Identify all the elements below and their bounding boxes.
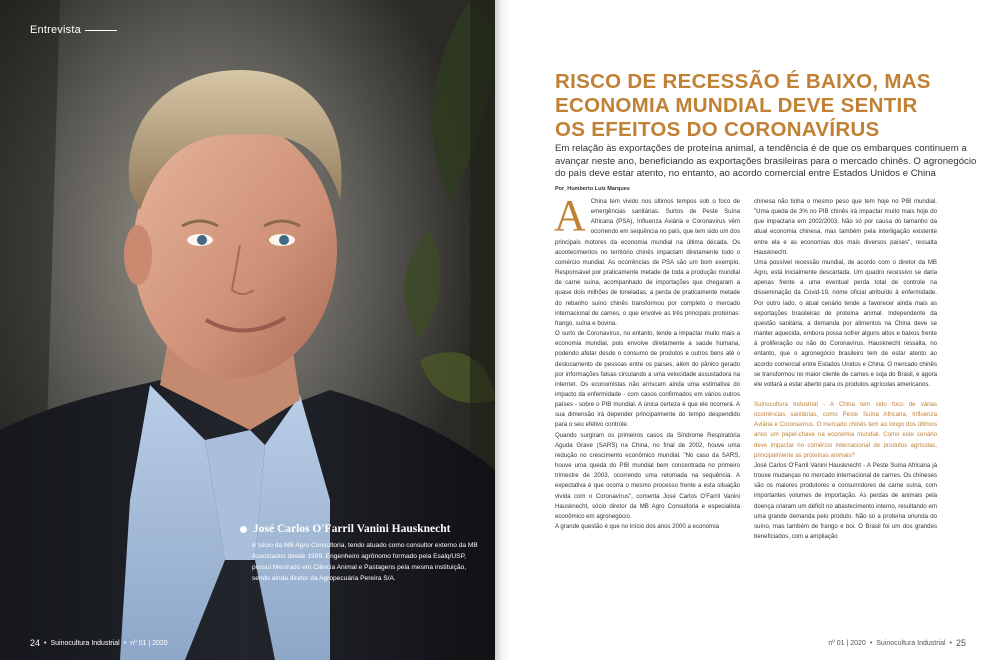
article-lead: Em relação às exportações de proteína animal, a tendência é de que os embarques continuem a avançar neste ano, beneficiando as exportações brasileiras para o mercado chinês. O agronegócio do país deve estar atento, no entanto, ao acordo comercial entre Estados Unidos e China bbox=[555, 143, 977, 179]
section-tag-label: Entrevista bbox=[30, 24, 81, 36]
article-byline: Por_Humberto Luiz Marques bbox=[555, 186, 630, 192]
headline-line: ECONOMIA MUNDIAL DEVE SENTIR bbox=[555, 94, 918, 117]
paragraph: Uma possível recessão mundial, de acordo com o diretor da MB Agro, está inicialmente descartada. Um quadro recessivo se daria apenas frente a uma eventual perda total de controle na disseminação da Covid-19, nome oficial atribuído à enfermidade. Por outro lado, o atual cenário tende a favorecer ainda mais as exportações brasileiras de proteína animal. Independente da questão sanitária, a demanda por alimentos na China deve se manter aquecida, embora possa sofrer alguns altos e baixos frente à proliferação ou não do Coronavírus. Hausknecht ressalta, no entanto, que o agronegócio brasileiro tem de estar atento ao acordo comercial entre Estados Unidos e China. O mercado chinês se transformou no maior cliente de carnes e soja do Brasil, e agora ele voltará a estar aberto para os produtos agrícolas americanos. bbox=[754, 258, 937, 388]
separator-dot-icon: • bbox=[123, 639, 127, 647]
headline-line: OS EFEITOS DO CORONAVÍRUS bbox=[555, 118, 880, 141]
issue-right: nº 01 | 2020 bbox=[828, 639, 866, 647]
interview-answer: José Carlos O'Farril Vanini Hausknecht - A Peste Suína Africana já trouxe mudanças no mercado internacional de carnes. Os chineses são os maiores produtores e consumidores de carne suína, com importantes volumes de importação. As perdas de animais pela doença criaram um déficit no abastecimento interno, resultando em uma grande demanda pelo produto. Não só a proteína oriunda do suíno, mas também de frango e boi. O Brasil foi um dos grandes beneficiados, com a ampliação bbox=[754, 461, 937, 540]
paragraph: A China tem vivido nos últimos tempos sob o foco de emergências sanitárias. Surtos de Peste Suína Africana (PSA), Influenza Aviária e Coronavírus vêm ocorrendo em sequência no país, que tem sido um dos principais motores da economia mundial na última década. Os acontecimentos no território chinês impactam diretamente todo o comércio mundial. As ocorrências de PSA são um bom exemplo. Responsável por praticamente metade de toda a produção mundial de carne suína, acompanhado de importações que chegaram a quase dois milhões de toneladas, a perda de praticamente metade do rebanho suíno chinês transformou por completo o mercado internacional de carnes, o que envolve as três principais proteínas: frango, suína e bovina. bbox=[554, 191, 740, 327]
article-headline bbox=[555, 70, 955, 142]
bio-name: José Carlos O'Farril Vanini Hausknecht bbox=[253, 523, 451, 535]
magazine-name-left: Suinocultura Industrial bbox=[50, 639, 120, 647]
section-tag bbox=[30, 24, 117, 36]
footer-right bbox=[828, 638, 966, 648]
headline-line: RISCO DE RECESSÃO É BAIXO, MAS bbox=[555, 70, 931, 93]
bio-box bbox=[240, 522, 485, 584]
magazine-name-right: Suinocultura Industrial bbox=[876, 639, 946, 647]
page-spine bbox=[495, 0, 509, 660]
interview-question: Suinocultura Industrial - A China tem sido foco de várias ocorrências sanitárias, como Peste Suína Africana, Influenza Aviária e Coronavírus. O mercado chinês tem ao longo dos últimos anos um papel-chave na economia mundial. Como este cenário deve impactar no comércio internacional de produtos agrícolas, principalmente as proteínas animais? bbox=[754, 400, 937, 459]
article-column-2 bbox=[754, 197, 937, 542]
page-number-left: 24 bbox=[30, 638, 41, 648]
paragraph: A grande questão é que no início dos anos 2000 a economia bbox=[555, 523, 719, 530]
page-number-right: 25 bbox=[955, 638, 966, 648]
separator-dot-icon: • bbox=[869, 639, 873, 647]
separator-dot-icon: • bbox=[44, 639, 47, 647]
paragraph: O surto de Coronavírus, no entanto, tende a impactar muito mais a economia mundial, pois envolve diretamente a saúde humana, podendo afetar desde o consumo de produtos e outros bens até o deslocamento de pessoas entre os países, além do pânico gerado por informações falsas circulando a uma velocidade assustadora na internet. Os economistas não arriscam ainda uma estimativa do impacto da enfermidade - com casos confirmados em vários outros países - sobre o PIB mundial. A única certeza é que ele ocorrerá. A sua dimensão irá depender principalmente do tempo despendido para o seu efetivo controle. bbox=[555, 330, 740, 429]
separator-dot-icon: • bbox=[949, 639, 952, 647]
paragraph: Quando surgiram os primeiros casos da Síndrome Respiratória Aguda Grave (SARS) na China, no final de 2002, houve uma redução no crescimento econômico mundial. "No caso da SARS, houve uma queda do PIB mundial bem concentrada no primeiro trimestre de 2003, ocorrendo uma retomada na sequência. A expectativa é que ocorra o mesmo processo frente a esta situação vivida com o Coronavírus", comenta José Carlos O'Farril Vanini Hausknecht, sócio diretor da MB Agro Consultoria e especialista econômico em agronegócio. bbox=[555, 431, 740, 520]
section-tag-rule bbox=[85, 30, 117, 31]
footer-left bbox=[30, 638, 168, 648]
bio-name-line bbox=[240, 522, 485, 536]
issue-left: nº 01 | 2020 bbox=[130, 639, 168, 647]
bullet-dot-icon bbox=[240, 526, 247, 533]
right-page-article bbox=[509, 0, 988, 660]
drop-cap: A bbox=[554, 191, 586, 240]
article-column-1 bbox=[554, 191, 740, 532]
bio-text: é sócio da MB Agro Consultoria, tendo atuado como consultor externo da MB Associados desde 1999. Engenheiro agrônomo formado pela Esalq/USP, possui Mestrado em Ciência Animal e Pastagens pela mesma instituição, sendo ainda diretor da Agropecuária Pereira S/A. bbox=[252, 542, 478, 582]
paragraph: chinesa não tinha o mesmo peso que tem hoje no PIB mundial. "Uma queda de 3% no PIB chinês irá impactar muito mais hoje do que impactaria em 2002/2003. Não só por causa do tamanho da atual economia chinesa, mas também pela interligação existente entre ela e as economias dos mais diversos países", ressalta Hausknecht. bbox=[754, 198, 937, 256]
